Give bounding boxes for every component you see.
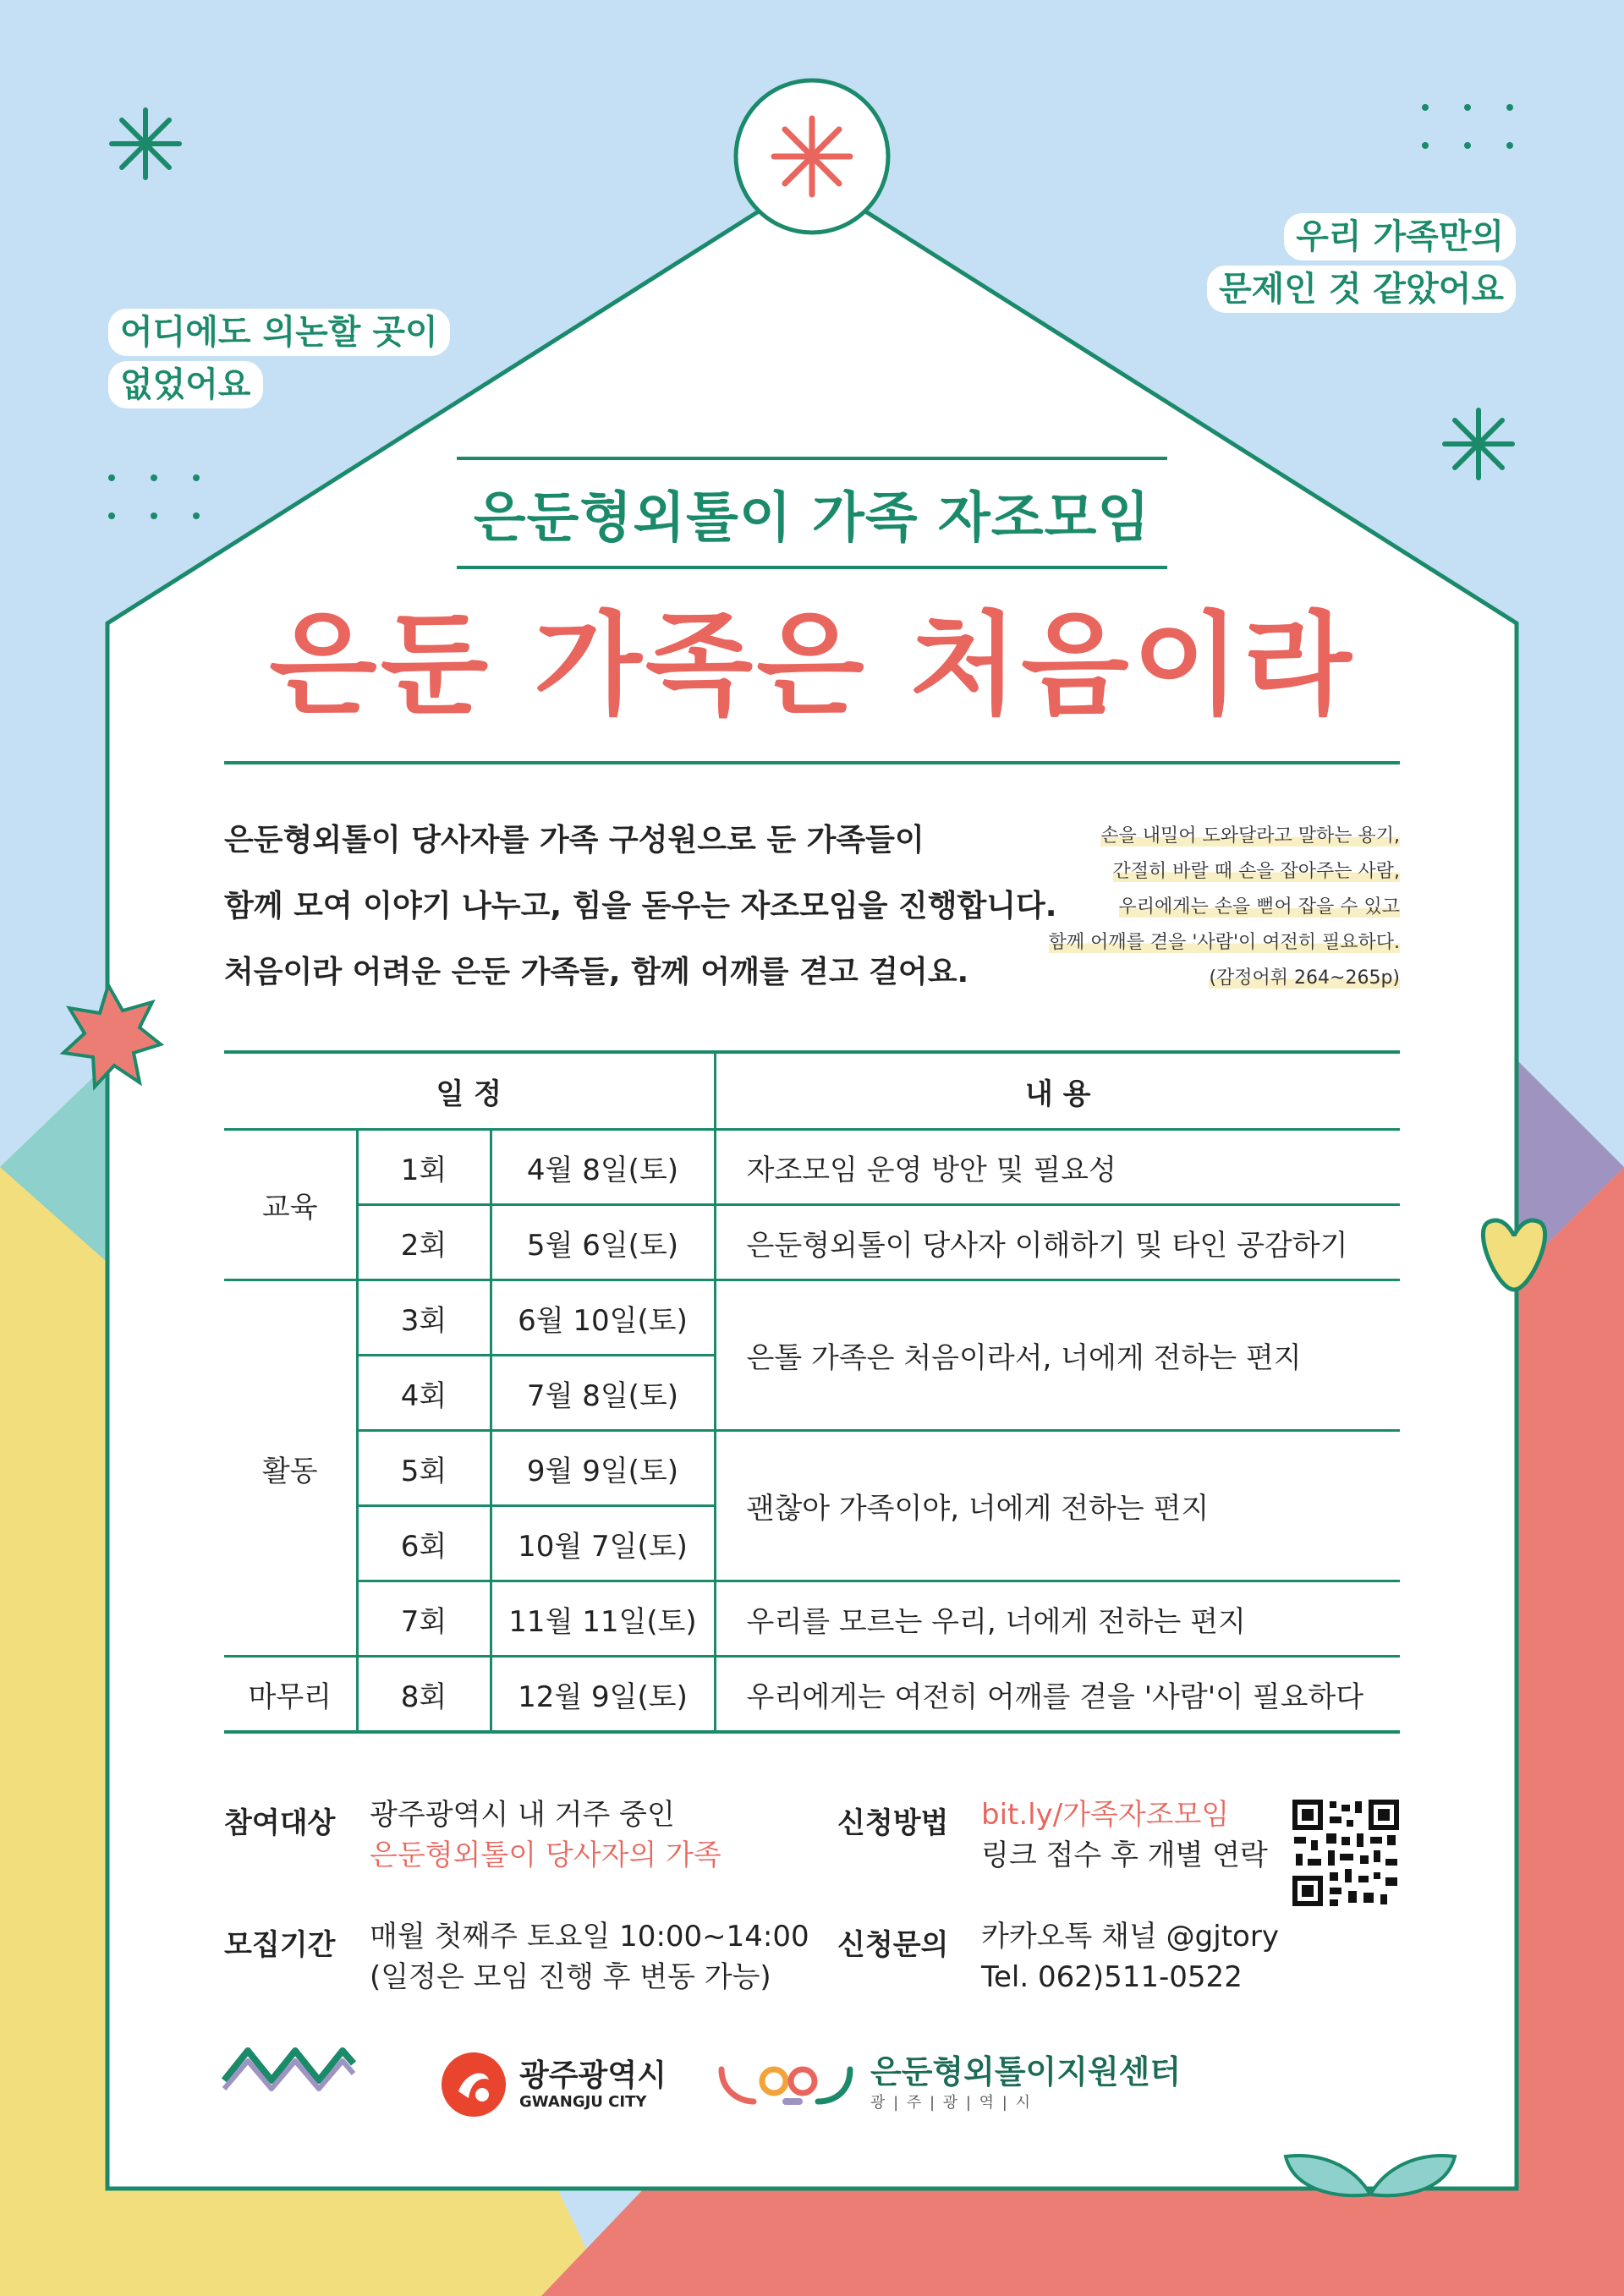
session-cell: 3회: [357, 1280, 491, 1356]
content-cell: 우리를 모르는 우리, 너에게 전하는 편지: [715, 1581, 1400, 1657]
quote-source: (감정어휘 264~265p): [1209, 967, 1400, 989]
qr-code-icon[interactable]: [1292, 1800, 1399, 1906]
period-line2: (일정은 모임 진행 후 변동 가능): [370, 1960, 771, 1994]
bubble-left: [108, 309, 450, 408]
apply-label: 신청방법: [837, 1806, 949, 1840]
target-line2: 은둔형외톨이 당사자의 가족: [370, 1838, 721, 1872]
gwangju-emblem-icon: [440, 2051, 508, 2118]
quote-line: 함께 어깨를 겯을 '사람'이 여전히 필요하다.: [1048, 932, 1400, 953]
target-label: 참여대상: [224, 1806, 336, 1840]
subtitle: 은둔형외톨이 가족 자조모임: [457, 457, 1167, 569]
apply-note: 링크 접수 후 개별 연락: [981, 1838, 1268, 1872]
center-sub: 광 | 주 | 광 | 역 | 시: [870, 2094, 1032, 2112]
gwangju-logo: [440, 2051, 667, 2118]
contact-kakao: 카카오톡 채널 @gjtory: [981, 1920, 1279, 1954]
content-cell: 자조모임 운영 방안 및 필요성: [715, 1130, 1400, 1205]
group-cell: 마무리: [224, 1657, 357, 1733]
page-title: 은둔 가족은 처음이라: [269, 600, 1355, 731]
date-cell: 10월 7일(토): [491, 1506, 715, 1581]
date-cell: 6월 10일(토): [491, 1280, 715, 1356]
session-cell: 1회: [357, 1130, 491, 1205]
period-value: [370, 1916, 809, 1997]
date-cell: 11월 11일(토): [491, 1581, 715, 1657]
table-row: [224, 1205, 1400, 1280]
date-cell: 7월 8일(토): [491, 1356, 715, 1431]
period-line1: 매월 첫째주 토요일 10:00~14:00: [370, 1920, 809, 1954]
center-logo: [715, 2053, 1181, 2112]
group-cell: 활동: [224, 1280, 357, 1657]
bubble-left-line2: 없었어요: [108, 361, 263, 408]
target-value: [370, 1795, 721, 1876]
schedule-table: [224, 1050, 1400, 1734]
date-cell: 4월 8일(토): [491, 1130, 715, 1205]
center-name: 은둔형외톨이지원센터: [870, 2053, 1182, 2091]
content-cell: 우리에게는 여전히 어깨를 겯을 '사람'이 필요하다: [715, 1657, 1400, 1733]
intro-line: 처음이라 어려운 은둔 가족들, 함께 어깨를 겯고 걸어요.: [224, 955, 969, 989]
quote-line: 우리에게는 손을 뻗어 잡을 수 있고: [1118, 896, 1400, 918]
content-cell: 괜찮아 가족이야, 너에게 전하는 편지: [715, 1431, 1400, 1581]
city-name-en: GWANGJU CITY: [519, 2092, 647, 2111]
session-cell: 8회: [357, 1657, 491, 1733]
quote-line: 간절히 바랄 때 손을 잡아주는 사람,: [1112, 861, 1400, 882]
table-row: [224, 1130, 1400, 1205]
apply-link[interactable]: bit.ly/가족자조모임: [981, 1798, 1230, 1832]
dots-icon-right: [1422, 104, 1513, 149]
table-row: [224, 1280, 1400, 1356]
intro-text: [224, 808, 1070, 1006]
bubble-right-line1: 우리 가족만의: [1284, 213, 1516, 260]
apply-value: [981, 1795, 1268, 1876]
asterisk-icon-top: [774, 118, 850, 195]
bubble-right-line2: 문제인 것 같았어요: [1207, 266, 1516, 313]
table-row: [224, 1581, 1400, 1657]
sparkle-icon-left: [112, 110, 179, 178]
bubble-left-line1: 어디에도 의논할 곳이: [108, 309, 450, 356]
divider: [224, 761, 1400, 764]
header-content: 내 용: [715, 1052, 1400, 1130]
sparkle-icon-right: [1445, 410, 1512, 478]
session-cell: 5회: [357, 1431, 491, 1506]
bubble-right: [1207, 213, 1516, 313]
session-cell: 6회: [357, 1506, 491, 1581]
intro-line: 은둔형외톨이 당사자를 가족 구성원으로 둔 가족들이: [224, 823, 924, 858]
header-schedule: 일 정: [224, 1052, 715, 1130]
contact-label: 신청문의: [837, 1928, 949, 1962]
contact-value: [981, 1916, 1279, 1997]
period-label: 모집기간: [224, 1928, 336, 1962]
target-line1: 광주광역시 내 거주 중인: [370, 1798, 675, 1832]
contact-tel: Tel. 062)511-0522: [981, 1960, 1243, 1994]
table-header-row: [224, 1052, 1400, 1130]
session-cell: 2회: [357, 1205, 491, 1280]
date-cell: 5월 6일(토): [491, 1205, 715, 1280]
city-name-kr: 광주광역시: [519, 2058, 667, 2093]
content-cell: 은둔형외톨이 당사자 이해하기 및 타인 공감하기: [715, 1205, 1400, 1280]
session-cell: 7회: [357, 1581, 491, 1657]
date-cell: 12월 9일(토): [491, 1657, 715, 1733]
table-row: [224, 1431, 1400, 1506]
quote-line: 손을 내밀어 도와달라고 말하는 용기,: [1100, 825, 1400, 847]
content-cell: 은톨 가족은 처음이라서, 너에게 전하는 편지: [715, 1280, 1400, 1431]
quote: [960, 819, 1400, 996]
intro-line: 함께 모여 이야기 나누고, 힘을 돋우는 자조모임을 진행합니다.: [224, 889, 1057, 923]
session-cell: 4회: [357, 1356, 491, 1431]
date-cell: 9월 9일(토): [491, 1431, 715, 1506]
center-emblem-icon: [715, 2058, 859, 2108]
dots-icon-left: [108, 474, 200, 519]
table-row: [224, 1657, 1400, 1733]
group-cell: 교육: [224, 1130, 357, 1280]
